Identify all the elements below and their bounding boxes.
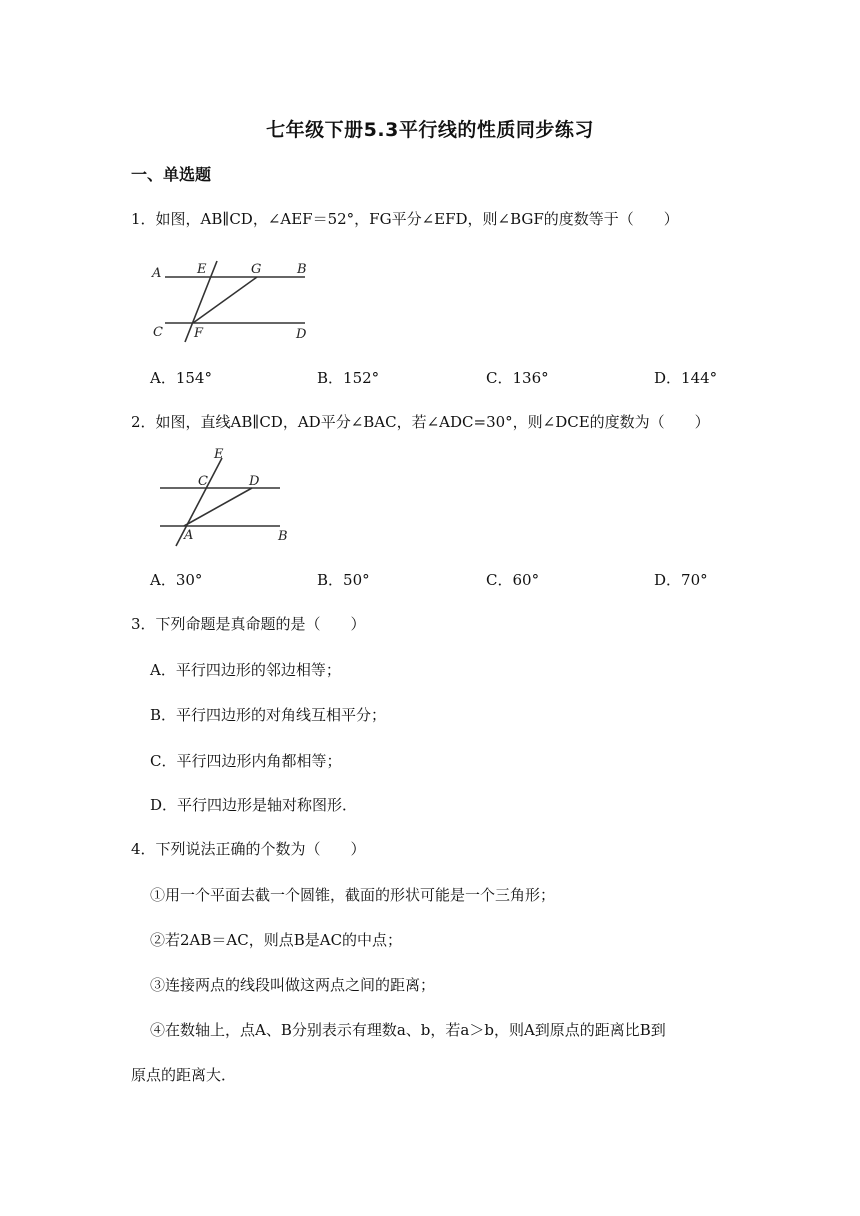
q2-option-d: D．70° (654, 571, 708, 589)
q3-option-b: B．平行四边形的对角线互相平分； (150, 706, 387, 724)
label-d: D (249, 474, 260, 489)
q3-option-d: D．平行四边形是轴对称图形． (150, 796, 358, 814)
transversal-ae (176, 458, 222, 546)
page-title: 七年级下册5.3平行线的性质同步练习 (266, 119, 594, 141)
q2-option-b: B．50° (317, 571, 370, 589)
segment-ad (184, 488, 252, 526)
question-2-stem: 2．如图，直线AB∥CD，AD平分∠BAC，若∠ADC=30°，则∠DCE的度数为（ ） (131, 413, 710, 431)
label-c: C (198, 474, 208, 489)
section-heading: 一、单选题 (131, 165, 212, 184)
segment-fg (193, 277, 257, 323)
q4-statement-1: ①用一个平面去截一个圆锥，截面的形状可能是一个三角形； (150, 886, 556, 904)
label-e: E (214, 448, 224, 462)
question-1-stem: 1．如图，AB∥CD，∠AEF＝52°，FG平分∠EFD，则∠BGF的度数等于（ ） (131, 210, 679, 228)
label-b: B (297, 262, 307, 277)
q1-option-d: D．144° (654, 369, 718, 387)
label-a: A (152, 266, 162, 281)
q1-option-a: A．154° (150, 369, 212, 387)
q4-statement-4-continuation: 原点的距离大． (131, 1066, 237, 1084)
label-g: G (251, 262, 262, 277)
q3-option-c: C．平行四边形内角都相等； (150, 752, 342, 770)
label-c: C (153, 325, 163, 340)
q2-option-c: C．60° (486, 571, 540, 589)
q4-statement-4: ④在数轴上，点A、B分别表示有理数a、b，若a＞b，则A到原点的距离比B到 (150, 1021, 666, 1039)
q2-option-a: A．30° (150, 571, 203, 589)
question-1-figure (145, 248, 345, 358)
q4-statement-2: ②若2AB＝AC，则点B是AC的中点； (150, 931, 403, 949)
label-a: A (184, 528, 194, 543)
label-d: D (296, 327, 307, 342)
question-3-stem: 3．下列命题是真命题的是（ ） (131, 615, 366, 633)
question-2-figure (152, 448, 312, 553)
label-e: E (197, 262, 207, 277)
q1-option-c: C．136° (486, 369, 549, 387)
q3-option-a: A．平行四边形的邻边相等； (150, 661, 341, 679)
q1-option-b: B．152° (317, 369, 380, 387)
q4-statement-3: ③连接两点的线段叫做这两点之间的距离； (150, 976, 436, 994)
label-f: F (194, 326, 204, 341)
question-4-stem: 4．下列说法正确的个数为（ ） (131, 840, 366, 858)
label-b: B (278, 529, 288, 544)
